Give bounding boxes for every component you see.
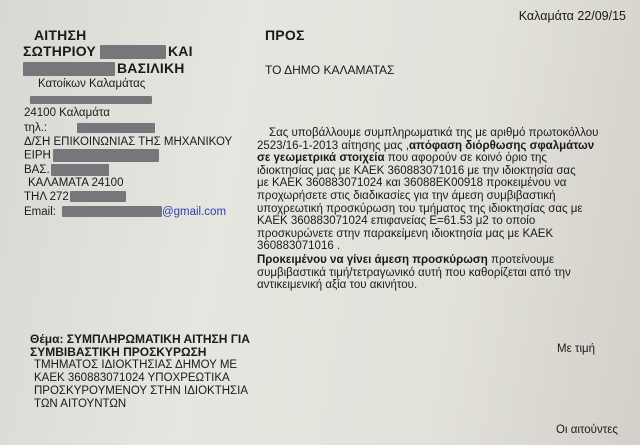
redaction-block: [30, 96, 152, 104]
body-line: ιδιοκτησίας μας με ΚΑΕΚ 360883071016 με την ιδιοκτησία σας: [257, 164, 576, 177]
sender-postal: 24100 Καλαμάτα: [24, 107, 110, 119]
sender-phone: [24, 122, 155, 134]
sender-address-3: [24, 164, 109, 176]
body-line: υποχρεωτική προσκύρωση του τμήματος της ιδιοκτησίας σας με: [257, 202, 583, 215]
sender-residence: Κατοίκων Καλαμάτας: [38, 78, 146, 90]
body-line: Σας υποβάλλουμε συμπληρωματικά της με αριθμό πρωτοκόλλου: [269, 127, 599, 139]
sender-name-line-1: [23, 43, 193, 59]
subject-heading: [30, 333, 250, 359]
subject-line: ΤΜΗΜΑΤΟΣ ΙΔΙΟΚΤΗΣΙΑΣ ΔΗΜΟΥ ΜΕ: [34, 359, 238, 371]
body-paragraph-1: [257, 127, 613, 253]
sender-city: ΚΑΛΑΜΑΤΑ 24100: [28, 177, 124, 189]
body-line: ΚΑΕΚ 360883071024 επιφανείας Ε=61.53 μ2 το οποίο: [257, 215, 536, 228]
subject-body: [34, 359, 248, 411]
date: Καλαμάτα 22/09/15: [518, 9, 626, 23]
subject-line: ΤΩΝ ΑΙΤΟΥΝΤΩΝ: [34, 398, 127, 410]
body-line: με ΚΑΕΚ 360883071024 και 36088ΕΚ00918 προκειμένου να: [257, 177, 567, 190]
subject-line: ΠΡΟΣΚΥΡΟΥΜΕΝΟΥ ΣΤΗΝ ΙΔΙΟΚΤΗΣΙΑ: [34, 385, 249, 397]
sender-address-2: [24, 149, 159, 162]
closing-text: Με τιμή: [557, 343, 596, 355]
body-line: προσκυρώνετε στην παρακείμενη ιδιοκτησία μας με ΚΑΕΚ: [257, 227, 554, 240]
redaction-block: [53, 149, 159, 162]
recipient-label: ΠΡΟΣ: [265, 27, 305, 43]
redaction-block: [100, 45, 166, 59]
body-line: συμβιβαστικά τιμή/τετραγωνικό αυτή που καθορίζεται από την: [257, 266, 571, 279]
redaction-block: [70, 191, 126, 202]
body-line: Προκειμένου να γίνει άμεση προσκύρωση προτείνουμε: [257, 254, 555, 266]
subject-line: ΚΑΕΚ 360883071024 ΥΠΟΧΡΕΩΤΙΚΑ: [34, 372, 230, 384]
email-label: Email:: [24, 206, 56, 218]
phone-label: τηλ.:: [24, 122, 48, 134]
body-line: 360883071016 .: [257, 240, 341, 253]
sender-phone-2: [24, 191, 126, 203]
sender-name-line-2: [23, 60, 185, 76]
sender-address-1: Δ/ΣΗ ΕΠΙΚΟΙΝΩΝΙΑΣ ΤΗΣ ΜΗΧΑΝΙΚΟΥ: [24, 136, 233, 148]
heading-application: ΑΙΤΗΣΗ: [34, 27, 87, 43]
sender-name-1: ΣΩΤΗΡΙΟΥ: [23, 43, 96, 59]
email-domain: @gmail.com: [161, 206, 227, 218]
signature-label: Οι αιτούντες: [556, 424, 618, 436]
body-line: σε γεωμετρικά στοιχεία που αφορούν σε κοινό όριο της: [257, 152, 547, 165]
body-line: προχωρήσετε στις διαδικασίες για την άμεση συμβιβαστική: [257, 189, 556, 202]
body-line: αντικειμενική αξία του ακινήτου.: [257, 279, 418, 292]
address-2-text: ΕΙΡΗ: [24, 149, 51, 162]
recipient-name: ΤΟ ΔΗΜΟ ΚΑΛΑΜΑΤΑΣ: [265, 63, 395, 77]
redaction-block: [51, 164, 109, 176]
redaction-block: [77, 123, 155, 133]
subject-line: Θέμα: ΣΥΜΠΛΗΡΩΜΑΤΙΚΗ ΑΙΤΗΣΗ ΓΙΑ: [30, 332, 250, 346]
sender-name-conj: ΚΑΙ: [167, 43, 193, 59]
redaction-block: [62, 206, 162, 217]
redaction-block: [23, 62, 115, 76]
body-line: 2523/16-1-2013 αίτησης μας ,απόφαση διόρθωσης σφαλμάτων: [257, 139, 595, 152]
sender-email: [24, 206, 226, 218]
phone-2-text: ΤΗΛ 272: [24, 191, 69, 203]
subject-line: ΣΥΜΒΙΒΑΣΤΙΚΗ ΠΡΟΣΚΥΡΩΣΗ: [30, 345, 207, 359]
sender-name-2: ΒΑΣΙΛΙΚΗ: [117, 60, 185, 76]
address-3-text: ΒΑΣ.: [24, 164, 50, 177]
body-paragraph-2: [257, 254, 619, 292]
